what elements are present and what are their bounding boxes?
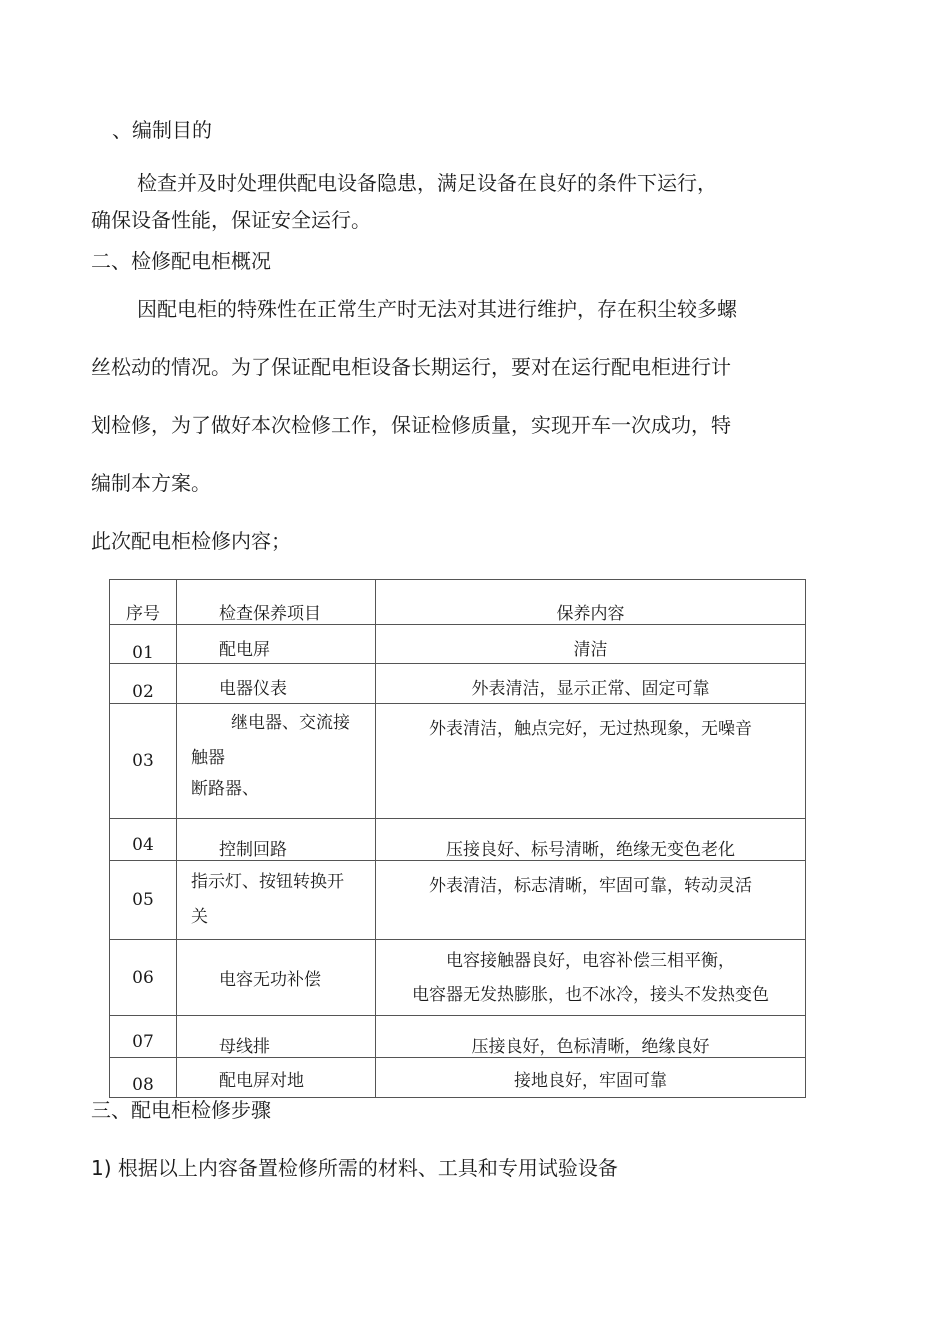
section3-step1: 1) 根据以上内容备置检修所需的材料、工具和专用试验设备: [91, 1156, 618, 1180]
table-row: [110, 861, 806, 940]
header-content-label: 保养内容: [556, 604, 625, 624]
row-item-line: 断路器、: [191, 779, 259, 799]
table-row: [110, 625, 806, 664]
header-cell: [177, 580, 376, 625]
table-row: [110, 704, 806, 819]
row-num-cell: [110, 704, 177, 819]
section2-para-line1: 因配电柜的特殊性在正常生产时无法对其进行维护，存在积尘较多螺: [137, 297, 737, 321]
row-num: 07: [132, 1032, 154, 1052]
row-content: 外表清洁，显示正常、固定可靠: [471, 679, 710, 699]
table-row: [110, 1016, 806, 1058]
section2-heading: 二、检修配电柜概况: [91, 249, 271, 273]
row-content-line: 电容器无发热膨胀，也不冰冷，接头不发热变色: [412, 985, 769, 1005]
row-content: 清洁: [573, 640, 608, 660]
section3-heading: 三、配电柜检修步骤: [91, 1098, 271, 1122]
row-content-cell: [376, 1058, 806, 1098]
header-cell: [110, 580, 177, 625]
section2-para-line3: 划检修，为了做好本次检修工作，保证检修质量，实现开车一次成功，特: [91, 413, 731, 437]
row-num: 02: [132, 682, 154, 702]
section2-para-line2: 丝松动的情况。为了保证配电柜设备长期运行，要对在运行配电柜进行计: [91, 355, 731, 379]
maintenance-table: [109, 579, 806, 1098]
row-item-line: 触器: [191, 748, 225, 768]
table-row: [110, 664, 806, 704]
row-item-cell: [177, 940, 376, 1016]
table-intro: 此次配电柜检修内容；: [91, 529, 291, 553]
row-num-cell: [110, 664, 177, 704]
row-item-line: 指示灯、按钮转换开: [191, 872, 344, 892]
row-content: 接地良好，牢固可靠: [514, 1071, 667, 1091]
row-num-cell: [110, 1058, 177, 1098]
row-num: 06: [132, 967, 154, 988]
row-item-cell: [177, 819, 376, 861]
row-item-cell: [177, 704, 376, 819]
row-item: 配电屏: [219, 640, 270, 660]
section1-para-line1: 检查并及时处理供配电设备隐患，满足设备在良好的条件下运行，: [137, 171, 717, 195]
row-num-cell: [110, 940, 177, 1016]
row-item: 电容无功补偿: [219, 970, 321, 990]
row-content: 压接良好、标号清晰，绝缘无变色老化: [446, 840, 735, 860]
row-num-cell: [110, 819, 177, 861]
table-row: [110, 819, 806, 861]
row-content-cell: [376, 664, 806, 704]
row-num-cell: [110, 1016, 177, 1058]
row-num-cell: [110, 861, 177, 940]
row-content-cell: [376, 625, 806, 664]
row-num: 04: [132, 835, 154, 855]
header-cell: [376, 580, 806, 625]
row-item: 电器仪表: [219, 679, 287, 699]
row-item: 母线排: [219, 1037, 270, 1057]
row-num-cell: [110, 625, 177, 664]
row-item: 控制回路: [219, 840, 287, 860]
row-content-cell: [376, 704, 806, 819]
row-content-line: 电容接触器良好，电容补偿三相平衡，: [446, 951, 735, 971]
row-num: 03: [132, 751, 154, 771]
header-item-label: 检查保养项目: [219, 604, 321, 624]
row-item-cell: [177, 1016, 376, 1058]
row-item-cell: [177, 625, 376, 664]
row-content: 外表清洁，标志清晰，牢固可靠，转动灵活: [429, 876, 752, 896]
row-content-cell: [376, 940, 806, 1016]
section1-heading: 、编制目的: [112, 118, 212, 142]
section2-para-line4: 编制本方案。: [91, 471, 211, 495]
row-content-cell: [376, 819, 806, 861]
row-item-cell: [177, 1058, 376, 1098]
row-content-cell: [376, 861, 806, 940]
row-item: 配电屏对地: [219, 1071, 304, 1091]
header-num-label: 序号: [126, 604, 160, 624]
row-num: 01: [132, 643, 154, 663]
row-content: 压接良好，色标清晰，绝缘良好: [471, 1037, 710, 1057]
table-row: [110, 940, 806, 1016]
row-num: 05: [132, 890, 154, 910]
section1-para-line2: 确保设备性能，保证安全运行。: [91, 208, 371, 232]
table-row: [110, 1058, 806, 1098]
row-item-cell: [177, 861, 376, 940]
row-content: 外表清洁，触点完好，无过热现象，无噪音: [429, 719, 752, 739]
table-header-row: [110, 580, 806, 625]
row-num: 08: [132, 1075, 154, 1095]
row-content-cell: [376, 1016, 806, 1058]
row-item-line: 关: [191, 907, 208, 927]
row-item-line: 继电器、交流接: [231, 713, 350, 733]
row-item-cell: [177, 664, 376, 704]
